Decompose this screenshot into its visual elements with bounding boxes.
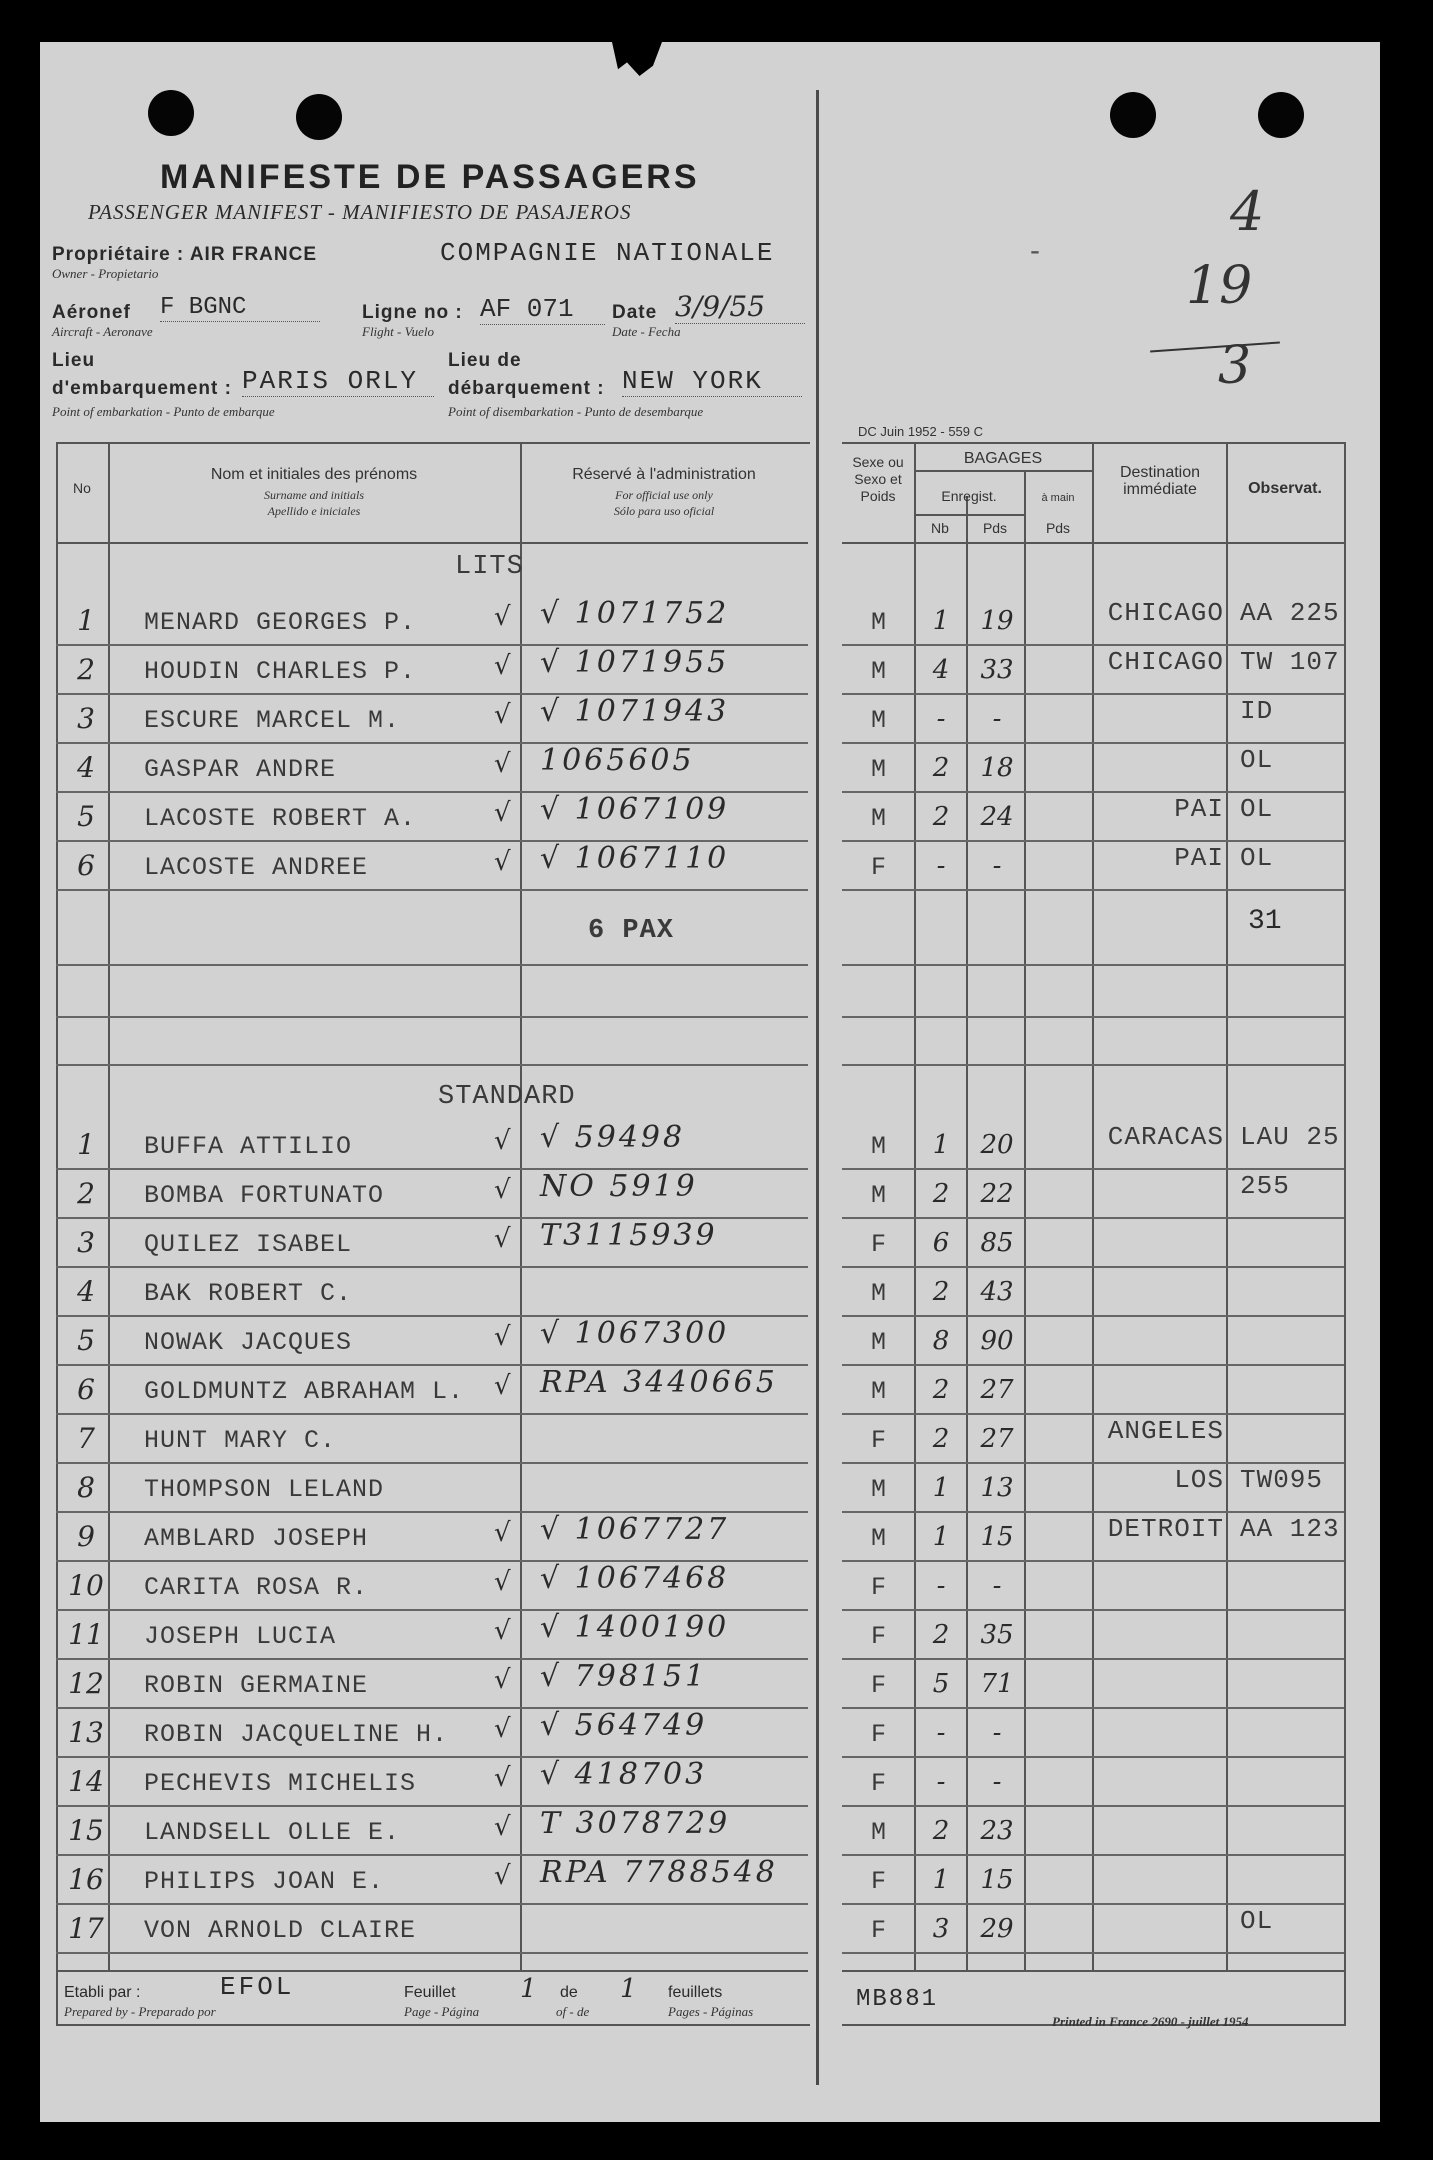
official-number: √ 564749 bbox=[540, 1708, 708, 1743]
row-rule bbox=[56, 1952, 808, 1954]
prepared-sub: Prepared by - Preparado por bbox=[64, 2004, 216, 2019]
baggage-weight: - bbox=[992, 1767, 1002, 1797]
row-number: 16 bbox=[68, 1863, 104, 1896]
passenger-name: BUFFA ATTILIO bbox=[144, 1132, 353, 1161]
fold-line bbox=[816, 90, 819, 2085]
sex-value: M bbox=[870, 804, 887, 833]
passenger-name: MENARD GEORGES P. bbox=[144, 608, 417, 637]
passenger-name: BOMBA FORTUNATO bbox=[144, 1181, 385, 1210]
row-rule bbox=[842, 1707, 1344, 1709]
row-number: 12 bbox=[68, 1667, 104, 1700]
row-rule bbox=[842, 1364, 1344, 1366]
destination: LOS bbox=[1174, 1465, 1224, 1495]
col-reserved-sub2: Sólo para uso oficial bbox=[613, 504, 715, 518]
row-rule bbox=[842, 1560, 1344, 1562]
observation-total: 31 bbox=[1248, 906, 1282, 937]
reference-code: MB881 bbox=[856, 1986, 939, 2013]
row-rule bbox=[842, 1217, 1344, 1219]
aircraft-value: F BGNC bbox=[160, 294, 320, 322]
pax-total: 6 PAX bbox=[588, 916, 675, 946]
row-number: 2 bbox=[77, 1177, 95, 1210]
baggage-count: 3 bbox=[932, 1914, 950, 1944]
col-sex: Sexe ou Sexo et Poids bbox=[852, 454, 904, 504]
baggage-count: - bbox=[936, 851, 946, 881]
sex-value: F bbox=[870, 1622, 887, 1651]
row-number: 4 bbox=[77, 1275, 95, 1308]
baggage-weight: 22 bbox=[980, 1179, 1014, 1209]
row-number: 5 bbox=[77, 1324, 95, 1357]
col-pds: Pds bbox=[982, 520, 1008, 536]
row-rule bbox=[56, 1016, 808, 1018]
row-rule bbox=[842, 742, 1344, 744]
sex-value: M bbox=[870, 1132, 887, 1161]
row-rule bbox=[56, 1266, 808, 1268]
owner-label: Propriétaire : AIR FRANCE bbox=[52, 244, 317, 265]
section-label: LITS bbox=[455, 552, 524, 582]
row-number: 1 bbox=[77, 604, 95, 637]
row-number: 10 bbox=[68, 1569, 104, 1602]
page-title: MANIFESTE DE PASSAGERS bbox=[160, 158, 700, 196]
observation: OL bbox=[1240, 843, 1274, 873]
baggage-count: 2 bbox=[932, 1277, 950, 1307]
embark-sub: Point of embarkation - Punto de embarque bbox=[52, 404, 275, 419]
baggage-weight: - bbox=[992, 704, 1002, 734]
observation: ID bbox=[1240, 696, 1274, 726]
observation: AA 225 bbox=[1240, 598, 1340, 628]
passenger-name: BAK ROBERT C. bbox=[144, 1279, 353, 1308]
row-rule bbox=[56, 964, 808, 966]
row-rule bbox=[842, 840, 1344, 842]
embark-label-1: Lieu bbox=[52, 350, 96, 371]
baggage-count: 1 bbox=[932, 1522, 950, 1552]
baggage-count: 2 bbox=[932, 753, 950, 783]
baggage-weight: 90 bbox=[980, 1326, 1014, 1356]
row-rule bbox=[842, 889, 1344, 891]
baggage-count: 1 bbox=[932, 1130, 950, 1160]
official-number: √ 1071943 bbox=[540, 694, 730, 729]
check-mark: √ bbox=[494, 1371, 511, 1401]
row-rule bbox=[842, 693, 1344, 695]
check-mark: √ bbox=[494, 798, 511, 828]
row-number: 8 bbox=[77, 1471, 95, 1504]
check-mark: √ bbox=[494, 651, 511, 681]
sex-value: M bbox=[870, 1524, 887, 1553]
sex-value: M bbox=[870, 1181, 887, 1210]
punch-hole bbox=[1110, 92, 1156, 138]
disembark-label-1: Lieu de bbox=[448, 350, 522, 371]
row-number: 2 bbox=[77, 653, 95, 686]
official-number: √ 1400190 bbox=[540, 1610, 730, 1645]
check-mark: √ bbox=[494, 1126, 511, 1156]
aircraft-label: Aéronef bbox=[52, 302, 131, 323]
official-number: √ 1067727 bbox=[540, 1512, 730, 1547]
baggage-count: 2 bbox=[932, 1179, 950, 1209]
baggage-weight: 85 bbox=[980, 1228, 1014, 1258]
disembark-value: NEW YORK bbox=[622, 366, 802, 397]
passenger-name: HOUDIN CHARLES P. bbox=[144, 657, 417, 686]
baggage-weight: - bbox=[992, 1718, 1002, 1748]
baggage-weight: 20 bbox=[980, 1130, 1014, 1160]
sex-value: M bbox=[870, 706, 887, 735]
row-rule bbox=[56, 742, 808, 744]
baggage-count: - bbox=[936, 1718, 946, 1748]
of-sub: of - de bbox=[556, 2004, 590, 2019]
sex-value: F bbox=[870, 1573, 887, 1602]
sex-value: F bbox=[870, 1916, 887, 1945]
row-rule bbox=[842, 964, 1344, 966]
sex-value: M bbox=[870, 1818, 887, 1847]
baggage-weight: 18 bbox=[980, 753, 1014, 783]
baggage-count: 5 bbox=[932, 1669, 950, 1699]
row-rule bbox=[842, 1315, 1344, 1317]
row-rule bbox=[842, 1854, 1344, 1856]
row-rule bbox=[842, 1016, 1344, 1018]
baggage-count: 2 bbox=[932, 1620, 950, 1650]
aircraft-sub: Aircraft - Aeronave bbox=[52, 324, 153, 339]
baggage-count: 2 bbox=[932, 802, 950, 832]
sex-value: F bbox=[870, 1230, 887, 1259]
row-rule bbox=[56, 1064, 808, 1066]
observation: 255 bbox=[1240, 1171, 1290, 1201]
passenger-name: ESCURE MARCEL M. bbox=[144, 706, 401, 735]
row-rule bbox=[842, 1511, 1344, 1513]
official-number: √ 418703 bbox=[540, 1757, 708, 1792]
row-rule bbox=[842, 1609, 1344, 1611]
baggage-weight: 35 bbox=[980, 1620, 1014, 1650]
owner-value: COMPAGNIE NATIONALE bbox=[440, 238, 775, 268]
form-code: DC Juin 1952 - 559 C bbox=[858, 424, 984, 439]
passenger-name: NOWAK JACQUES bbox=[144, 1328, 353, 1357]
line-label: Ligne no : bbox=[362, 302, 463, 323]
sex-value: F bbox=[870, 1426, 887, 1455]
row-number: 9 bbox=[77, 1520, 95, 1553]
sex-value: M bbox=[870, 1377, 887, 1406]
observation: OL bbox=[1240, 794, 1274, 824]
check-mark: √ bbox=[494, 1518, 511, 1548]
baggage-count: - bbox=[936, 704, 946, 734]
baggage-weight: 15 bbox=[980, 1522, 1014, 1552]
sheets-label: feuillets bbox=[668, 1984, 723, 2001]
sex-value: F bbox=[870, 1769, 887, 1798]
punch-hole bbox=[1258, 92, 1304, 138]
row-number: 5 bbox=[77, 800, 95, 833]
sex-value: F bbox=[870, 853, 887, 882]
baggage-count: 1 bbox=[932, 606, 950, 636]
official-number: √ 59498 bbox=[540, 1120, 686, 1155]
printed-note: Printed in France 2690 - juillet 1954 bbox=[1052, 2014, 1249, 2029]
passenger-name: ROBIN JACQUELINE H. bbox=[144, 1720, 449, 1749]
col-divider bbox=[520, 442, 522, 1972]
passenger-name: LACOSTE ANDREE bbox=[144, 853, 369, 882]
row-number: 6 bbox=[77, 1373, 95, 1406]
passenger-name: THOMPSON LELAND bbox=[144, 1475, 385, 1504]
col-reserved-sub1: For official use only bbox=[615, 488, 713, 502]
of-label: de bbox=[560, 1984, 578, 2001]
date-label: Date bbox=[612, 302, 658, 323]
prepared-label: Etabli par : bbox=[64, 1984, 141, 2001]
observation: AA 123 bbox=[1240, 1514, 1340, 1544]
margin-note-2: 19 bbox=[1186, 256, 1253, 316]
row-number: 6 bbox=[77, 849, 95, 882]
col-name-sub2: Apellido e iniciales bbox=[267, 504, 361, 518]
observation: OL bbox=[1240, 1906, 1274, 1936]
baggage-weight: 13 bbox=[980, 1473, 1014, 1503]
header-bottom-line bbox=[56, 542, 808, 544]
baggage-weight: 19 bbox=[980, 606, 1014, 636]
row-number: 7 bbox=[77, 1422, 95, 1455]
row-number: 14 bbox=[68, 1765, 104, 1798]
baggage-count: 2 bbox=[932, 1816, 950, 1846]
line-value: AF 071 bbox=[480, 294, 605, 325]
col-reserved: Réservé à l'administration bbox=[572, 466, 756, 483]
sex-value: M bbox=[870, 1328, 887, 1357]
baggage-count: 8 bbox=[932, 1326, 950, 1356]
row-rule bbox=[842, 1658, 1344, 1660]
row-number: 17 bbox=[68, 1912, 104, 1945]
disembark-label-2: débarquement : bbox=[448, 378, 605, 399]
destination: PAI bbox=[1174, 794, 1224, 824]
observation: LAU 25 bbox=[1240, 1122, 1340, 1152]
col-observ: Observat. bbox=[1248, 480, 1322, 497]
row-rule bbox=[842, 791, 1344, 793]
check-mark: √ bbox=[494, 1861, 511, 1891]
baggage-count: 1 bbox=[932, 1865, 950, 1895]
official-number: √ 1071752 bbox=[540, 596, 730, 631]
baggage-weight: 71 bbox=[980, 1669, 1014, 1699]
passenger-name: AMBLARD JOSEPH bbox=[144, 1524, 369, 1553]
destination: CARACAS bbox=[1107, 1122, 1224, 1152]
sex-value: F bbox=[870, 1671, 887, 1700]
col-no: No bbox=[73, 480, 91, 496]
observation: OL bbox=[1240, 745, 1274, 775]
check-mark: √ bbox=[494, 847, 511, 877]
sheets-sub: Pages - Páginas bbox=[668, 2004, 754, 2019]
baggage-weight: 15 bbox=[980, 1865, 1014, 1895]
official-number: √ 1067468 bbox=[540, 1561, 730, 1596]
check-mark: √ bbox=[494, 1714, 511, 1744]
official-number: RPA 7788548 bbox=[540, 1855, 778, 1890]
row-rule bbox=[56, 1903, 808, 1905]
baggage-count: 2 bbox=[932, 1375, 950, 1405]
baggage-weight: 29 bbox=[980, 1914, 1014, 1944]
row-number: 4 bbox=[77, 751, 95, 784]
baggage-weight: 43 bbox=[980, 1277, 1014, 1307]
sex-value: M bbox=[870, 1279, 887, 1308]
baggage-count: 4 bbox=[932, 655, 950, 685]
disembark-sub: Point of disembarkation - Punto de desembarque bbox=[448, 404, 704, 419]
check-mark: √ bbox=[494, 1567, 511, 1597]
check-mark: √ bbox=[494, 602, 511, 632]
sex-value: M bbox=[870, 608, 887, 637]
date-value: 3/9/55 bbox=[675, 290, 805, 324]
col-destination: Destination immédiate bbox=[1119, 464, 1201, 498]
check-mark: √ bbox=[494, 700, 511, 730]
col-hand-pds: Pds bbox=[1045, 520, 1071, 536]
row-rule bbox=[842, 1756, 1344, 1758]
baggage-line bbox=[914, 514, 1024, 516]
baggage-weight: - bbox=[992, 851, 1002, 881]
col-name-sub1: Surname and initials bbox=[263, 488, 364, 502]
row-number: 3 bbox=[77, 702, 95, 735]
passenger-name: VON ARNOLD CLAIRE bbox=[144, 1916, 417, 1945]
baggage-count: 6 bbox=[932, 1228, 950, 1258]
official-number: √ 1067300 bbox=[540, 1316, 730, 1351]
baggage-weight: - bbox=[992, 1571, 1002, 1601]
prepared-value: EFOL bbox=[220, 1972, 295, 2002]
row-rule bbox=[842, 1903, 1344, 1905]
check-mark: √ bbox=[494, 1175, 511, 1205]
col-divider bbox=[966, 496, 968, 1972]
check-mark: √ bbox=[494, 1224, 511, 1254]
row-rule bbox=[842, 1952, 1344, 1954]
official-number: T 3078729 bbox=[540, 1806, 731, 1841]
col-name: Nom et initiales des prénoms bbox=[210, 466, 418, 483]
official-number: √ 1067110 bbox=[540, 841, 730, 876]
sex-value: M bbox=[870, 657, 887, 686]
passenger-name: GOLDMUNTZ ABRAHAM L. bbox=[144, 1377, 465, 1406]
footer-top-line bbox=[842, 1970, 1344, 1972]
date-sub: Date - Fecha bbox=[612, 324, 681, 339]
destination: CHICAGO bbox=[1107, 598, 1224, 628]
passenger-name: GASPAR ANDRE bbox=[144, 755, 337, 784]
check-mark: √ bbox=[494, 1812, 511, 1842]
official-number: 1065605 bbox=[540, 743, 695, 778]
row-rule bbox=[842, 1266, 1344, 1268]
row-number: 15 bbox=[68, 1814, 104, 1847]
row-rule bbox=[842, 1064, 1344, 1066]
passenger-name: PECHEVIS MICHELIS bbox=[144, 1769, 417, 1798]
col-hand: à main bbox=[1041, 492, 1075, 504]
sheet-value: 1 bbox=[520, 1974, 537, 2004]
passenger-name: ROBIN GERMAINE bbox=[144, 1671, 369, 1700]
official-number: T3115939 bbox=[540, 1218, 718, 1253]
margin-dash: - bbox=[1030, 234, 1040, 267]
official-number: NO 5919 bbox=[540, 1169, 698, 1204]
sex-value: F bbox=[870, 1867, 887, 1896]
row-number: 11 bbox=[68, 1618, 104, 1651]
row-rule bbox=[56, 1413, 808, 1415]
header-bottom-line bbox=[842, 542, 1344, 544]
row-number: 13 bbox=[68, 1716, 104, 1749]
check-mark: √ bbox=[494, 1763, 511, 1793]
baggage-count: 2 bbox=[932, 1424, 950, 1454]
row-rule bbox=[842, 1805, 1344, 1807]
check-mark: √ bbox=[494, 1665, 511, 1695]
passenger-name: LACOSTE ROBERT A. bbox=[144, 804, 417, 833]
sheet-sub: Page - Página bbox=[404, 2004, 480, 2019]
passenger-name: LANDSELL OLLE E. bbox=[144, 1818, 401, 1847]
margin-note-1: 4 bbox=[1230, 180, 1265, 243]
row-number: 1 bbox=[77, 1128, 95, 1161]
official-number: √ 798151 bbox=[540, 1659, 708, 1694]
baggage-weight: 27 bbox=[980, 1375, 1014, 1405]
row-number: 3 bbox=[77, 1226, 95, 1259]
baggage-weight: 33 bbox=[980, 655, 1014, 685]
passenger-name: PHILIPS JOAN E. bbox=[144, 1867, 385, 1896]
row-rule bbox=[842, 644, 1344, 646]
col-divider bbox=[108, 442, 110, 1972]
destination: PAI bbox=[1174, 843, 1224, 873]
baggage-weight: 24 bbox=[980, 802, 1014, 832]
line-sub: Flight - Vuelo bbox=[362, 324, 434, 339]
sex-value: F bbox=[870, 1720, 887, 1749]
col-divider bbox=[1226, 442, 1228, 1972]
official-number: √ 1067109 bbox=[540, 792, 730, 827]
check-mark: √ bbox=[494, 1616, 511, 1646]
passenger-name: CARITA ROSA R. bbox=[144, 1573, 369, 1602]
row-rule bbox=[842, 1168, 1344, 1170]
sex-value: M bbox=[870, 755, 887, 784]
of-value: 1 bbox=[620, 1974, 637, 2004]
destination: DETROIT bbox=[1107, 1514, 1224, 1544]
section-label: STANDARD bbox=[438, 1082, 576, 1112]
destination: CHICAGO bbox=[1107, 647, 1224, 677]
passenger-name: HUNT MARY C. bbox=[144, 1426, 337, 1455]
embark-value: PARIS ORLY bbox=[242, 366, 434, 397]
baggage-line bbox=[914, 470, 1092, 472]
row-rule bbox=[56, 1462, 808, 1464]
observation: TW095 bbox=[1240, 1465, 1324, 1495]
page-subtitle: PASSENGER MANIFEST - MANIFIESTO DE PASAJEROS bbox=[88, 200, 632, 224]
sex-value: M bbox=[870, 1475, 887, 1504]
baggage-count: - bbox=[936, 1571, 946, 1601]
col-registered: Enregist. bbox=[941, 488, 997, 504]
baggage-count: - bbox=[936, 1767, 946, 1797]
check-mark: √ bbox=[494, 1322, 511, 1352]
col-baggage: BAGAGES bbox=[963, 450, 1043, 467]
embark-label-2: d'embarquement : bbox=[52, 378, 232, 399]
passenger-name: QUILEZ ISABEL bbox=[144, 1230, 353, 1259]
punch-hole bbox=[296, 94, 342, 140]
official-number: √ 1071955 bbox=[540, 645, 730, 680]
col-nb: Nb bbox=[931, 520, 949, 536]
official-number: RPA 3440665 bbox=[540, 1365, 778, 1400]
row-rule bbox=[842, 1413, 1344, 1415]
col-divider bbox=[1024, 470, 1026, 1972]
owner-sub: Owner - Propietario bbox=[52, 266, 159, 281]
row-rule bbox=[56, 889, 808, 891]
sheet-label: Feuillet bbox=[404, 1984, 456, 2001]
observation: TW 107 bbox=[1240, 647, 1340, 677]
row-rule bbox=[842, 1462, 1344, 1464]
baggage-weight: 23 bbox=[980, 1816, 1014, 1846]
passenger-name: JOSEPH LUCIA bbox=[144, 1622, 337, 1651]
margin-note-3: 3 bbox=[1218, 336, 1252, 396]
destination: ANGELES bbox=[1107, 1416, 1224, 1446]
punch-hole bbox=[148, 90, 194, 136]
baggage-weight: 27 bbox=[980, 1424, 1014, 1454]
baggage-count: 1 bbox=[932, 1473, 950, 1503]
check-mark: √ bbox=[494, 749, 511, 779]
footer-top-line bbox=[56, 1970, 808, 1972]
